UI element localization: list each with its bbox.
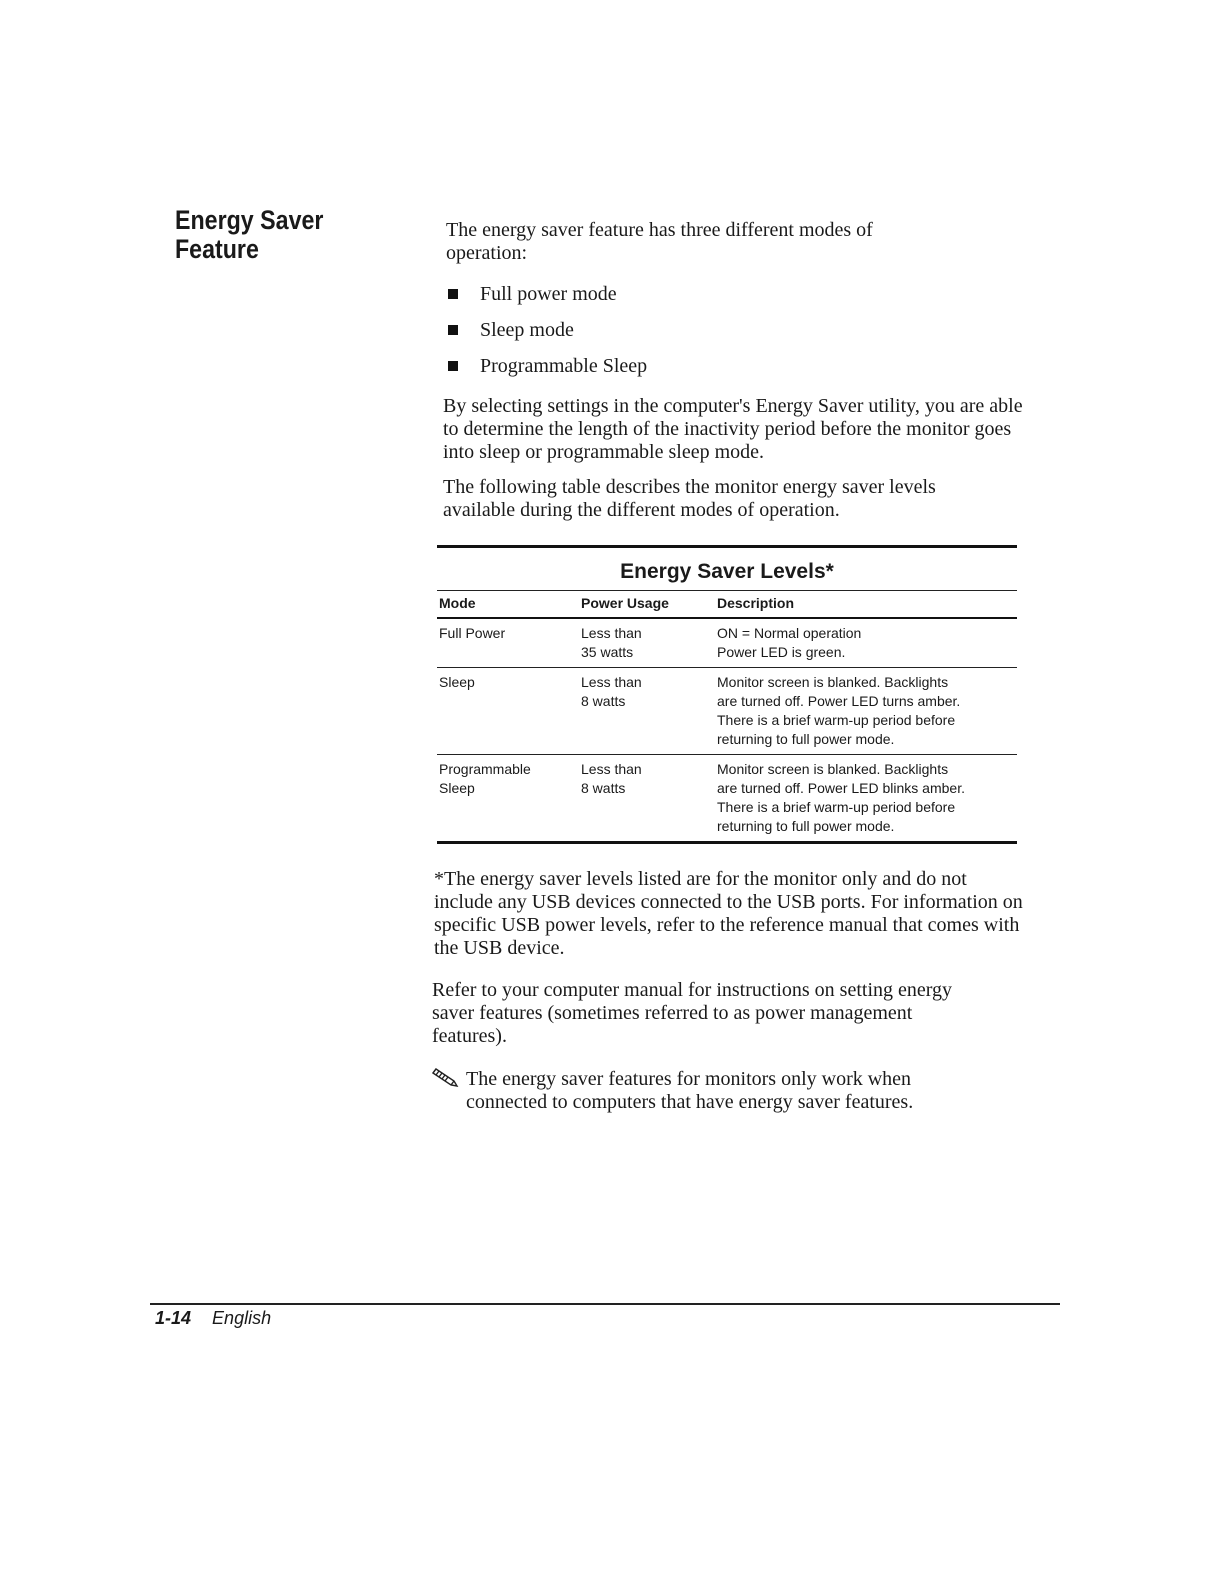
note-line1: The energy saver features for monitors only work when — [466, 1068, 912, 1090]
footer-language: English — [212, 1308, 272, 1328]
section-title-line2: Feature — [175, 234, 259, 264]
cell-description: returning to full power mode. — [717, 818, 895, 834]
cell-power: Less than — [581, 674, 642, 690]
table-row — [437, 755, 1017, 841]
footnote-paragraph: *The energy saver levels listed are for the monitor only and do not include any USB devices connected to the USB ports. For information on specific USB power levels, refer to the reference manual that comes with the USB device. — [434, 868, 1023, 959]
pencil-icon — [430, 1068, 462, 1090]
cell-description: Monitor screen is blanked. Backlights — [717, 674, 949, 690]
section-title — [175, 206, 364, 264]
cell-power: Less than — [581, 625, 642, 641]
selection-paragraph: By selecting settings in the computer's Energy Saver utility, you are able to determine the length of the inactivity period before the monitor goes into sleep or programmable sleep mode. — [443, 395, 1023, 463]
cell-power: 35 watts — [581, 644, 634, 660]
cell-description: are turned off. Power LED turns amber. — [717, 693, 961, 709]
cell-mode: Sleep — [439, 674, 475, 690]
footer-rule — [150, 1303, 1060, 1305]
cell-mode: Sleep — [439, 780, 475, 796]
note-block — [430, 1068, 990, 1114]
cell-power: Less than — [581, 761, 642, 777]
note-line2: connected to computers that have energy saver features. — [466, 1091, 914, 1113]
cell-description: ON = Normal operation — [717, 625, 862, 641]
modes-list — [446, 282, 647, 390]
intro-paragraph: The energy saver feature has three different modes of operation: — [446, 219, 873, 264]
refer-paragraph: Refer to your computer manual for instructions on setting energy saver features (sometimes referred to as power management features). — [432, 979, 953, 1047]
cell-mode: Full Power — [439, 625, 506, 641]
header-mode: Mode — [439, 595, 476, 611]
cell-description: Power LED is green. — [717, 644, 846, 660]
header-power-usage: Power Usage — [581, 595, 669, 611]
bullet-square-icon — [448, 361, 458, 371]
table-header-row — [437, 591, 1017, 617]
energy-saver-table — [437, 545, 1017, 844]
header-description: Description — [717, 595, 795, 611]
table-intro-paragraph: The following table describes the monitor energy saver levels available during the different modes of operation. — [443, 476, 936, 521]
cell-description: returning to full power mode. — [717, 731, 895, 747]
cell-power: 8 watts — [581, 780, 626, 796]
bullet-square-icon — [448, 289, 458, 299]
cell-description: There is a brief warm-up period before — [717, 712, 956, 728]
page-footer — [155, 1308, 271, 1329]
section-title-line1: Energy Saver — [175, 205, 324, 235]
list-item: Programmable Sleep — [446, 354, 647, 390]
table-bottom-rule — [437, 841, 1017, 844]
cell-power: 8 watts — [581, 693, 626, 709]
cell-mode: Programmable — [439, 761, 531, 777]
list-item: Sleep mode — [446, 318, 647, 354]
bullet-square-icon — [448, 325, 458, 335]
cell-description: Monitor screen is blanked. Backlights — [717, 761, 949, 777]
list-item: Full power mode — [446, 282, 647, 318]
table-row — [437, 619, 1017, 667]
cell-description: are turned off. Power LED blinks amber. — [717, 780, 965, 796]
cell-description: There is a brief warm-up period before — [717, 799, 956, 815]
table-title: Energy Saver Levels* — [620, 560, 834, 583]
table-row — [437, 668, 1017, 754]
page-number: 1-14 — [155, 1308, 192, 1328]
